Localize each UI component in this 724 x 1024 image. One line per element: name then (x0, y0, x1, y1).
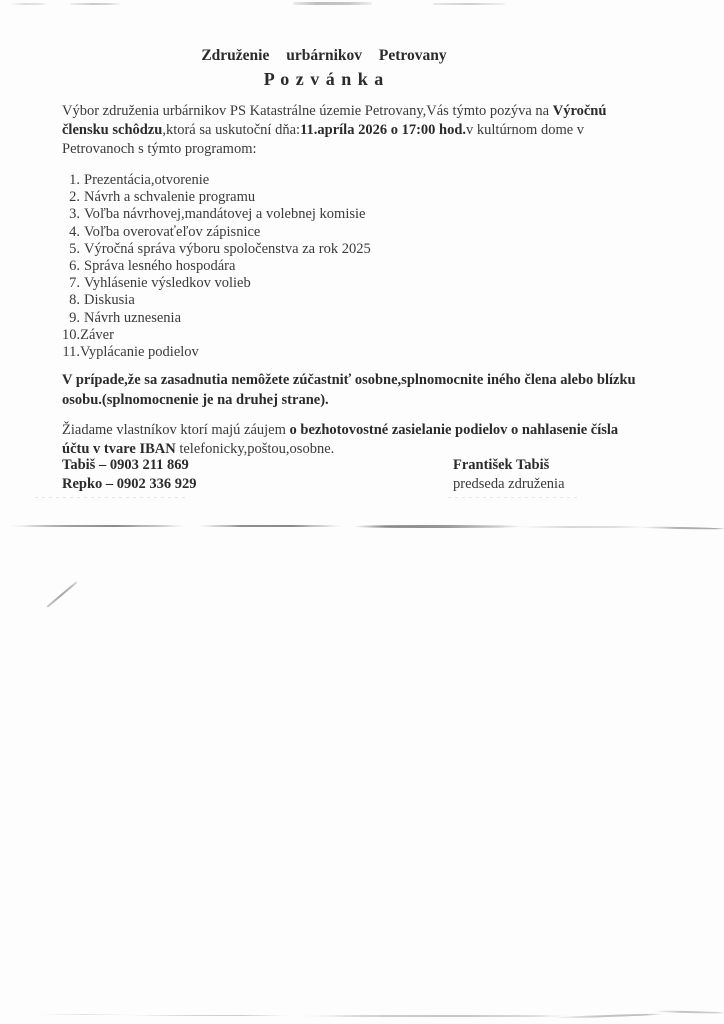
fold-line-segment-1 (8, 525, 186, 527)
text-line: Výbor združenia urbárnikov PS Katastrálne územie Petrovany,Vás týmto pozýva na Výročnú (62, 103, 607, 119)
fold-line-segment-5 (638, 526, 724, 530)
bottom-edge-line-2 (125, 1015, 290, 1017)
bottom-edge-line-4 (552, 1013, 664, 1019)
fold-line-segment-2 (196, 525, 344, 528)
iban-note-paragraph (62, 421, 618, 459)
chairman-name: František Tabiš (453, 457, 550, 473)
organization-name: Združenie urbárnikov Petrovany (201, 47, 447, 64)
scan-smudge-top-2 (70, 3, 122, 6)
text-line: člensku schôdzu,ktorá sa uskutoční dňa:11.apríla 2026 o 17:00 hod.v kultúrnom dome v (62, 122, 585, 138)
scan-smudge-top-1 (10, 3, 48, 5)
agenda-item: 5. Výročná správa výboru spoločenstva za rok 2025 (69, 240, 371, 257)
text-line: Petrovanoch s týmto programom: (62, 141, 257, 157)
bottom-edge-line-1 (40, 1014, 130, 1015)
pen-slash-mark (46, 581, 77, 607)
agenda-item: 4. Voľba overovaťeľov zápisnice (69, 223, 261, 240)
agenda-list (62, 172, 371, 361)
scan-smudge-top-3 (293, 2, 372, 5)
contact-phone-repko: Repko – 0902 336 929 (62, 475, 197, 492)
agenda-item: 3. Voľba návrhovej,mandátovej a volebnej komisie (69, 206, 366, 223)
scan-dotted-trace-1 (35, 497, 185, 498)
contact-row (62, 475, 662, 494)
agenda-item: 8. Diskusia (69, 292, 135, 309)
bottom-edge-line-3 (300, 1015, 570, 1017)
agenda-item: 2. Návrh a schvalenie programu (69, 189, 256, 206)
proxy-note-paragraph (62, 371, 636, 410)
fold-line-segment-3 (350, 525, 525, 528)
chairman-title: predseda združenia (453, 475, 565, 492)
bottom-edge-line-5 (652, 1010, 724, 1014)
contacts-block (62, 456, 662, 493)
text-line: V prípade,že sa zasadnutia nemôžete zúčastniť osobne,splnomocnite iného člena alebo blízku (62, 372, 636, 388)
agenda-item: 9. Návrh uznesenia (69, 309, 182, 326)
agenda-item: 1. Prezentácia,otvorenie (69, 172, 210, 188)
document-header (60, 46, 588, 91)
scan-smudge-top-4 (433, 3, 505, 5)
text-line: Žiadame vlastníkov ktorí majú záujem o bezhotovostné zasielanie podielov o nahlasenie čísla (62, 422, 619, 438)
agenda-item: 7. Vyhlásenie výsledkov volieb (69, 275, 251, 292)
text-line: osobu.(splnomocnenie je na druhej strane). (62, 391, 329, 408)
intro-paragraph (62, 102, 606, 159)
agenda-item: 6. Správa lesného hospodára (69, 258, 236, 275)
fold-line-segment-4 (520, 526, 645, 527)
text-line: účtu v tvare IBAN telefonicky,poštou,osobne. (62, 441, 335, 457)
contact-phone-tabis: Tabiš – 0903 211 869 (62, 457, 189, 473)
document-title: P o z v á n k a (263, 69, 385, 89)
agenda-item: 11.Vyplácanie podielov (62, 344, 199, 361)
contact-row (62, 456, 662, 475)
agenda-item: 10.Záver (62, 326, 114, 343)
scan-dotted-trace-2 (448, 497, 578, 498)
